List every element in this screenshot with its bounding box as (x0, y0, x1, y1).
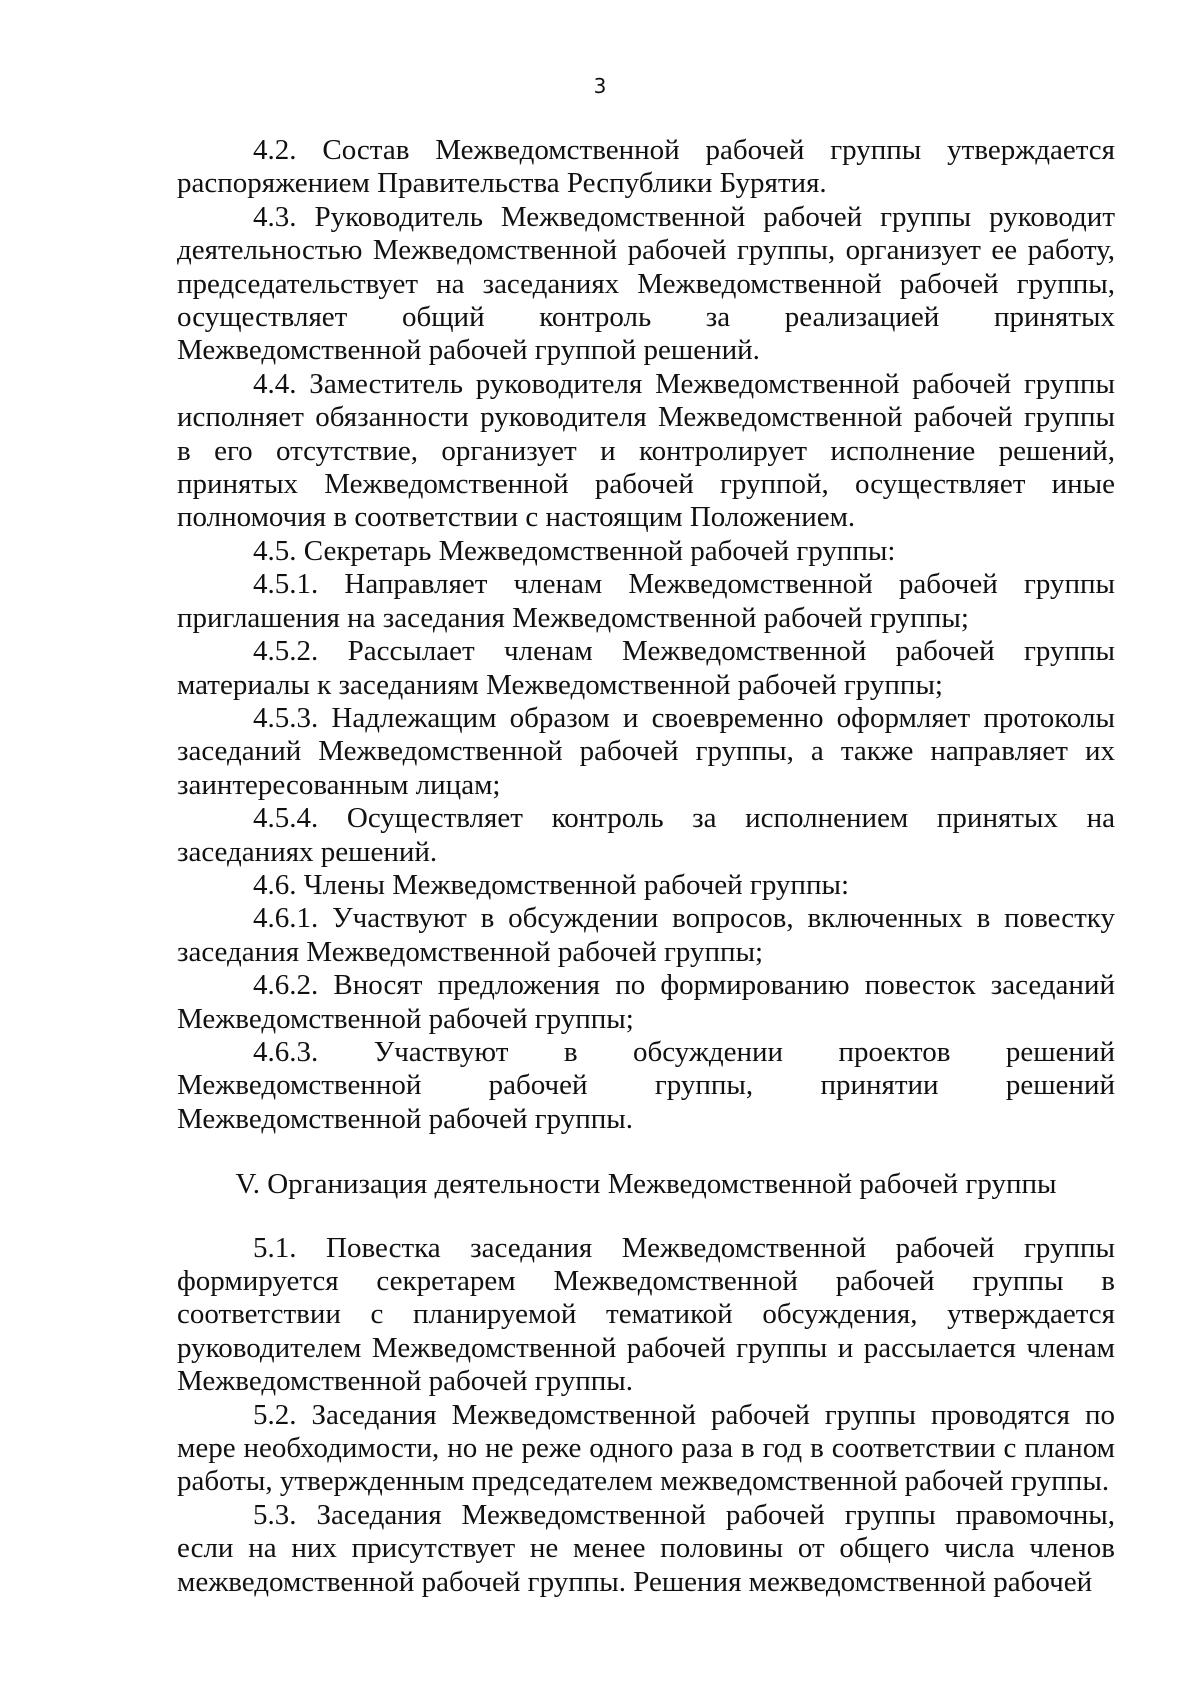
paragraph-4-5: 4.5. Секретарь Межведомственной рабочей группы: (253, 534, 896, 567)
paragraph-4-6-3: 4.6.3. Участвуют в обсуждении проектов решений Межведомственной рабочей группы, принятии решений Межведомственной рабочей группы. (177, 1035, 1115, 1135)
paragraph-4-5-2: 4.5.2. Рассылает членам Межведомственной рабочей группы материалы к заседаниям Межведомственной рабочей группы; (177, 635, 1115, 701)
paragraph-5-3: 5.3. Заседания Межведомственной рабочей группы правомочны, если на них присутствует не менее половины от общего числа членов межведомственной рабочей группы. Решения межведомственной рабочей (177, 1498, 1115, 1598)
document-body (177, 134, 1115, 1599)
paragraph-5-2: 5.2. Заседания Межведомственной рабочей группы проводятся по мере необходимости, но не реже одного раза в год в соответствии с планом работы, утвержденным председателем межведомственной рабочей группы. (177, 1398, 1115, 1498)
section-heading: V. Организация деятельности Межведомственной рабочей группы (235, 1168, 1057, 1201)
paragraph-4-5-3: 4.5.3. Надлежащим образом и своевременно оформляет протоколы заседаний Межведомственной рабочей группы, а также направляет их заинтересованным лицам; (177, 701, 1115, 801)
paragraph-4-5-4: 4.5.4. Осуществляет контроль за исполнением принятых на заседаниях решений. (177, 802, 1115, 868)
paragraph-5-1: 5.1. Повестка заседания Межведомственной рабочей группы формируется секретарем Межведомственной рабочей группы в соответствии с планируемой тематикой обсуждения, утверждается руководителем Межведомственной рабочей группы и рассылается членам Межведомственной рабочей группы. (177, 1231, 1115, 1398)
paragraph-4-2: 4.2. Состав Межведомственной рабочей группы утверждается распоряжением Правительства Республики Бурятия. (177, 134, 1115, 200)
paragraph-4-5-1: 4.5.1. Направляет членам Межведомственной рабочей группы приглашения на заседания Межведомственной рабочей группы; (177, 568, 1115, 634)
page-number: 3 (593, 74, 607, 98)
paragraph-4-6-1: 4.6.1. Участвуют в обсуждении вопросов, включенных в повестку заседания Межведомственной рабочей группы; (177, 902, 1115, 968)
paragraph-4-6: 4.6. Члены Межведомственной рабочей группы: (253, 868, 850, 901)
paragraph-4-3: 4.3. Руководитель Межведомственной рабочей группы руководит деятельностью Межведомственной рабочей группы, организует ее работу, председательствует на заседаниях Межведомственной рабочей группы, осуществляет общий контроль за реализацией принятых Межведомственной рабочей группой решений. (177, 200, 1115, 367)
paragraph-4-6-2: 4.6.2. Вносят предложения по формированию повесток заседаний Межведомственной рабочей группы; (177, 969, 1115, 1035)
paragraph-4-4: 4.4. Заместитель руководителя Межведомственной рабочей группы исполняет обязанности руководителя Межведомственной рабочей группы в его отсутствие, организует и контролирует исполнение решений, принятых Межведомственной рабочей группой, осуществляет иные полномочия в соответствии с настоящим Положением. (177, 367, 1115, 534)
